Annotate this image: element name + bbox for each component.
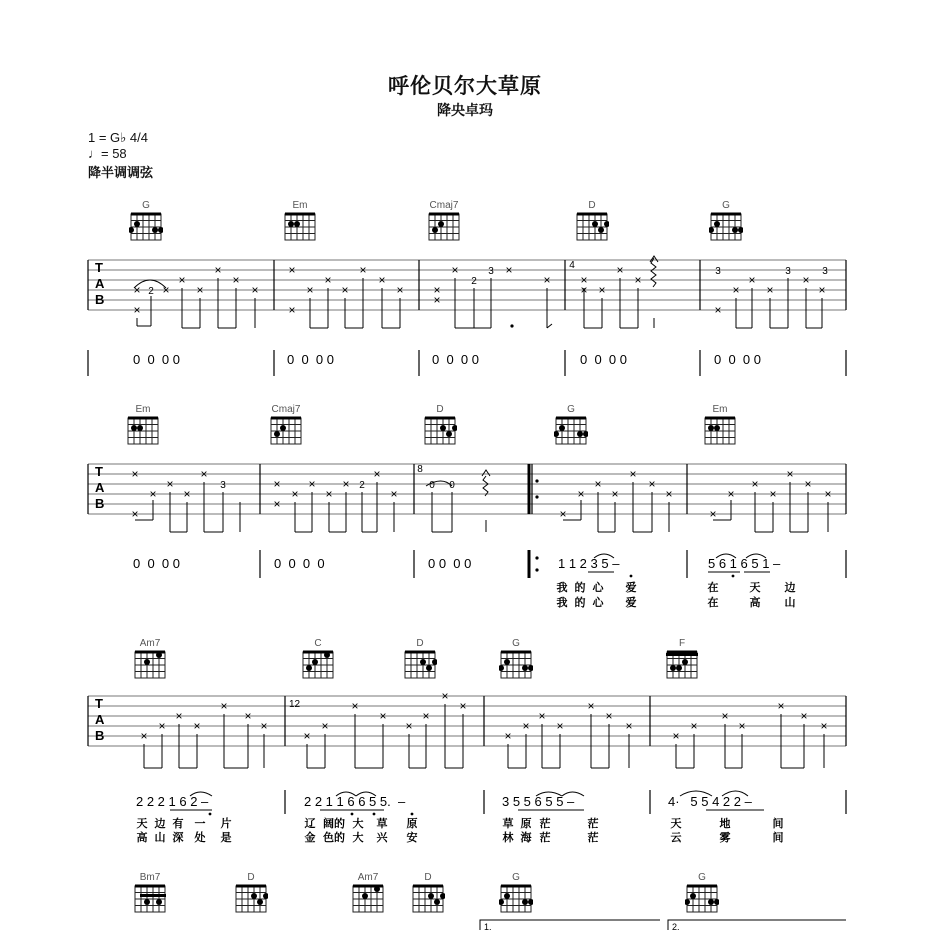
chord-name: G [698,872,706,883]
lyric-char: 林 [502,831,514,844]
svg-text:×: × [244,709,252,723]
chord-name: Cmaj7 [429,200,459,211]
lyric-char: 茫 [539,831,551,844]
svg-text:×: × [232,273,240,287]
svg-text:×: × [359,263,367,277]
chord-diagram [256,404,316,446]
chord-grid-icon [499,884,533,914]
svg-text:×: × [325,487,333,501]
numbered-measure: 0 0 0 0 [274,556,325,571]
svg-text:×: × [625,719,633,733]
numbered-measure: 0 0 0 0 [432,352,479,367]
svg-text:×: × [580,273,588,287]
lyric-char: 色的 [323,831,345,844]
lyric-char: 阔的 [323,817,345,830]
svg-text:×: × [714,303,722,317]
lyric-char: 辽 [304,817,316,830]
numbered-measure: 4· 5 5 4 2 2 – [668,794,752,809]
song-artist: 降央卓玛 [437,102,493,118]
chord-name: Em [292,200,308,211]
svg-text:×: × [133,303,141,317]
lyric-char: 边 [784,581,796,594]
lyric-char: 茫 [587,817,599,830]
svg-text:×: × [131,507,139,521]
svg-text:×: × [587,699,595,713]
chord-name: Cmaj7 [271,404,301,415]
svg-text:×: × [802,273,810,287]
numbered-measure: 0 0 0 0 [133,556,180,571]
svg-text:×: × [605,709,613,723]
lyric-char: 山 [784,596,796,609]
lyric-char: 雾 [719,831,731,844]
numbered-measure: 2 2 1 1 6 6 5 5. – [304,794,406,809]
svg-text:×: × [405,719,413,733]
svg-text:×: × [196,283,204,297]
chord-grid-icon [133,650,167,680]
lyric-char: 心 [592,581,604,594]
chord-diagram [541,404,601,446]
svg-text:×: × [505,263,513,277]
svg-text:×: × [820,719,828,733]
svg-text:×: × [543,273,551,287]
svg-text:×: × [727,487,735,501]
lyric-char: 云 [670,831,682,844]
tab-letter: B [95,496,105,511]
svg-text:×: × [559,507,567,521]
tab-letter: A [95,276,105,291]
lyric-char: 海 [520,831,532,844]
chord-grid-icon [554,416,588,446]
volta-label: 1. [484,922,492,930]
svg-text:×: × [818,283,826,297]
svg-text:×: × [220,699,228,713]
chord-diagram [690,404,750,446]
numbered-measure: 2 2 2 1 6 2 – [136,794,209,809]
chord-grid-icon [133,884,167,914]
svg-text:×: × [166,477,174,491]
lyric-char: 的 [574,596,586,609]
chord-diagram [338,872,398,914]
fret-number: 2 [471,276,477,287]
svg-text:×: × [200,467,208,481]
chord-diagram [486,638,546,680]
lyric-char: 间 [772,817,784,830]
svg-text:×: × [308,477,316,491]
fret-number: 3 [715,266,721,277]
svg-text:×: × [459,699,467,713]
numbered-measure: 3 5 5 6 5 5 – [502,794,575,809]
fret-number: 0 [449,480,455,491]
tab-letter: B [95,292,105,307]
lyric-char: 在 [707,596,719,609]
svg-text:×: × [260,719,268,733]
svg-text:×: × [580,283,588,297]
tab-staff-row-1 [0,250,930,380]
svg-text:×: × [634,273,642,287]
lyric-char: 深 [172,831,184,844]
lyric-char: 地 [719,817,731,830]
lyric-char: 间 [772,831,784,844]
chord-grid-icon [703,416,737,446]
numbered-measure: 0 0 0 0 [428,556,472,571]
lyric-char: 大 [352,831,364,844]
svg-text:×: × [672,729,680,743]
chord-diagram [221,872,281,914]
svg-text:×: × [133,283,141,297]
chord-grid-icon [283,212,317,242]
lyric-char: 一 [194,817,206,830]
svg-text:×: × [214,263,222,277]
chord-grid-icon [129,212,163,242]
svg-text:×: × [288,303,296,317]
svg-text:×: × [616,263,624,277]
lyric-char: 茫 [539,817,551,830]
chord-diagram [696,200,756,242]
chord-name: G [567,404,575,415]
tab-letter: A [95,480,105,495]
svg-text:×: × [769,487,777,501]
chord-name: Em [135,404,151,415]
chord-grid-icon [301,650,335,680]
chord-name: D [416,638,424,649]
svg-text:×: × [594,477,602,491]
chord-grid-icon [575,212,609,242]
chord-diagram [116,200,176,242]
chord-grid-icon [499,650,533,680]
lyric-char: 在 [707,581,719,594]
svg-text:×: × [804,477,812,491]
chord-name: Am7 [357,872,379,883]
chord-diagram [270,200,330,242]
svg-text:×: × [748,273,756,287]
lyric-char: 大 [352,817,364,830]
svg-text:×: × [273,477,281,491]
chord-name: Bm7 [139,872,161,883]
chord-name: G [512,638,520,649]
lyric-char: 原 [520,817,532,830]
lyric-char: 草 [376,817,388,830]
svg-text:×: × [183,487,191,501]
chord-diagram [120,638,180,680]
lyric-char: 片 [220,817,232,830]
fret-number: 3 [488,266,494,277]
lyric-char: 我 [556,596,568,609]
svg-text:×: × [577,487,585,501]
svg-text:×: × [193,719,201,733]
fret-number: 3 [220,480,226,491]
chord-name: Em [712,404,728,415]
svg-text:×: × [786,467,794,481]
svg-text:×: × [665,487,673,501]
key-signature: 1 = G♭ 4/4 [88,130,148,145]
volta-brackets [0,916,930,930]
svg-text:×: × [288,263,296,277]
lyric-char: 边 [154,817,166,830]
lyric-char: 山 [154,831,166,844]
svg-text:×: × [390,487,398,501]
tab-letter: T [95,696,103,711]
chord-name: G [722,200,730,211]
svg-text:×: × [273,497,281,511]
chord-grid-icon [665,650,699,680]
svg-text:×: × [556,719,564,733]
tab-letter: A [95,712,105,727]
svg-text:×: × [824,487,832,501]
fret-number: 2 [359,480,365,491]
lyric-char: 是 [220,831,232,844]
svg-text:×: × [611,487,619,501]
lyric-char: 茫 [587,831,599,844]
svg-text:×: × [800,709,808,723]
svg-text:×: × [522,719,530,733]
tab-staff-row-2 [0,454,930,614]
svg-text:×: × [303,729,311,743]
svg-text:×: × [451,263,459,277]
fret-number: 3 [785,266,791,277]
lyric-char: 爱 [625,581,637,594]
tempo-marking: ♩= 58 [88,146,127,161]
chord-grid-icon [427,212,461,242]
lyric-char: 天 [136,817,148,830]
chord-diagram [120,872,180,914]
fret-number: 4 [569,260,575,271]
svg-text:×: × [306,283,314,297]
song-title: 呼伦贝尔大草原 [388,75,542,98]
numbered-measure: 0 0 0 0 [287,352,334,367]
lyric-char: 天 [670,817,682,830]
chord-name: D [588,200,596,211]
svg-text:×: × [378,273,386,287]
tab-letter: T [95,260,103,275]
fret-number: 12 [289,699,301,710]
svg-text:×: × [251,283,259,297]
lyric-char: 有 [172,817,184,830]
chord-grid-icon [685,884,719,914]
numbered-measure: 5 6 1 6 5 1 – [708,556,781,571]
lyric-char: 的 [574,581,586,594]
volta-label: 2. [672,922,680,930]
chord-grid-icon [423,416,457,446]
chord-diagram [672,872,732,914]
svg-text:×: × [324,273,332,287]
tab-letter: B [95,728,105,743]
svg-text:×: × [751,477,759,491]
chord-diagram [288,638,348,680]
chord-grid-icon [234,884,268,914]
fret-number: 3 [822,266,828,277]
svg-text:×: × [422,709,430,723]
svg-text:×: × [158,719,166,733]
lyric-char: 金 [304,831,316,844]
lyric-char: 处 [194,831,206,844]
chord-grid-icon [411,884,445,914]
chord-diagram [652,638,712,680]
chord-diagram [414,200,474,242]
svg-text:×: × [709,507,717,521]
svg-text:×: × [433,283,441,297]
fret-number: 2 [148,286,154,297]
svg-text:×: × [131,467,139,481]
svg-text:×: × [178,273,186,287]
fret-number: 0 [429,480,435,491]
svg-text:×: × [538,709,546,723]
lyric-char: 心 [592,596,604,609]
fret-number: 8 [417,464,423,475]
lyric-char: 原 [406,817,418,830]
svg-text:×: × [149,487,157,501]
chord-grid-icon [351,884,385,914]
svg-text:×: × [738,719,746,733]
chord-name: D [424,872,432,883]
svg-text:×: × [732,283,740,297]
svg-text:×: × [342,477,350,491]
svg-text:×: × [175,709,183,723]
numbered-measure: 0 0 0 0 [580,352,627,367]
svg-text:×: × [777,699,785,713]
lyric-char: 高 [749,596,761,609]
chord-name: C [314,638,322,649]
chord-name: G [512,872,520,883]
svg-text:×: × [351,699,359,713]
chord-name: F [678,638,686,649]
tab-letter: T [95,464,103,479]
svg-text:×: × [433,293,441,307]
numbered-measure: 1 1 2 3 5 – [558,556,620,571]
chord-diagram [410,404,470,446]
numbered-measure: 0 0 0 0 [133,352,180,367]
lyric-char: 我 [556,581,568,594]
svg-text:×: × [629,467,637,481]
chord-name: D [247,872,255,883]
svg-text:×: × [321,719,329,733]
svg-text:×: × [373,467,381,481]
chord-diagram [113,404,173,446]
lyric-char: 天 [749,581,761,594]
svg-text:×: × [162,283,170,297]
tab-staff-row-3 [0,686,930,846]
svg-text:×: × [721,709,729,723]
svg-text:×: × [648,477,656,491]
chord-grid-icon [269,416,303,446]
lyric-char: 爱 [625,596,637,609]
svg-text:×: × [504,729,512,743]
chord-diagram [486,872,546,914]
chord-grid-icon [126,416,160,446]
svg-text:×: × [140,729,148,743]
chord-name: Am7 [139,638,161,649]
lyric-char: 草 [502,817,514,830]
svg-text:×: × [379,709,387,723]
lyric-char: 安 [406,831,418,844]
chord-diagram [398,872,458,914]
svg-text:×: × [690,719,698,733]
chord-grid-icon [403,650,437,680]
svg-text:×: × [341,283,349,297]
svg-text:×: × [598,283,606,297]
chord-name: G [142,200,150,211]
svg-text:×: × [766,283,774,297]
chord-diagram [562,200,622,242]
svg-text:×: × [396,283,404,297]
svg-text:×: × [441,689,449,703]
tuning-note: 降半调调弦 [88,165,154,180]
lyric-char: 兴 [376,831,388,844]
chord-name: D [436,404,444,415]
chord-grid-icon [709,212,743,242]
numbered-measure: 0 0 0 0 [714,352,761,367]
svg-text:×: × [291,487,299,501]
chord-diagram [390,638,450,680]
lyric-char: 高 [136,831,148,844]
